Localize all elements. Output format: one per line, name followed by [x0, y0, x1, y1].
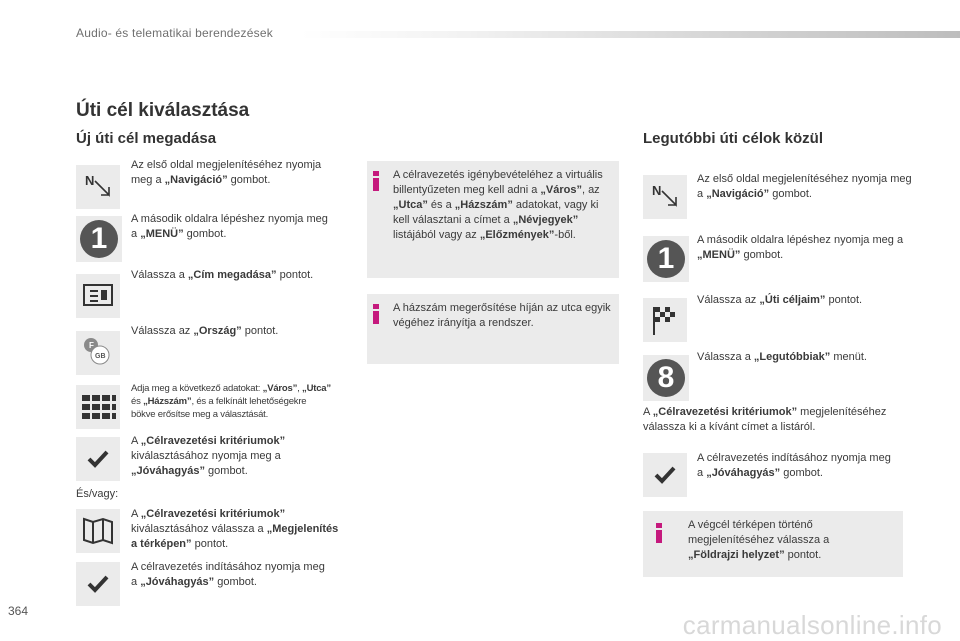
header-bar [300, 31, 960, 38]
or-label: És/vagy: [76, 488, 119, 500]
country-bottom-label: GB [95, 353, 106, 360]
left-step4-text: Válassza az „Ország” pontot. [131, 325, 279, 337]
info-text-address: A célravezetés igénybevételéhez a virtuális billentyűzeten meg kell adni a „Város”, az „Utca” és a „Házszám” adatokat, vagy ki kell választani a címet a „Névjegyek” listájából vagy az „Előzmények”-ből. [393, 169, 603, 241]
checkmark-icon [76, 562, 120, 606]
left-step5-text: Adja meg a következő adatokat: „Város”, „Utca” és „Házszám”, és a felkínált lehetőségekre bökve erősítse meg a választását. [131, 383, 331, 420]
left-step7-text: A „Célravezetési kritériumok” kiválasztásához válassza a „Megjelenítés a térképen” pontot. [131, 508, 339, 550]
checkered-flag-icon [643, 298, 687, 342]
page-number: 364 [8, 604, 29, 618]
country-top-label: F [89, 341, 94, 350]
left-step3-text: Válassza a „Cím megadása” pontot. [131, 269, 314, 281]
nav-letter: N [85, 173, 95, 188]
address-entry-icon [76, 274, 120, 318]
navigation-icon [76, 165, 120, 209]
right-step3-text: Válassza az „Úti céljaim” pontot. [697, 294, 863, 306]
country-icon [76, 331, 120, 375]
step-number-1-left: 1 [76, 216, 122, 262]
right-step4-text: Válassza a „Legutóbbiak” menüt. [697, 351, 867, 363]
checkmark-icon [76, 437, 120, 481]
right-step1-text: Az első oldal megjelenítéséhez nyomja meg a „Navigáció” gombot. [697, 173, 912, 200]
header-section: Audio- és telematikai berendezések [76, 26, 273, 40]
info-icon [373, 171, 379, 189]
step-number-8: 8 [643, 355, 689, 401]
info-box-housenumber [367, 294, 619, 364]
nav-letter: N [652, 183, 662, 198]
map-icon [76, 509, 120, 553]
info-box-map [643, 511, 903, 577]
right-step6-text: A célravezetés indításához nyomja meg a „Jóváhagyás” gombot. [697, 452, 891, 479]
left-step6-text: A „Célravezetési kritériumok” kiválasztásához nyomja meg a „Jóváhagyás” gombot. [131, 435, 286, 477]
left-step1-text: Az első oldal megjelenítéséhez nyomja meg a „Navigáció” gombot. [131, 159, 322, 186]
keyboard-icon [76, 385, 120, 429]
right-heading: Legutóbbi úti célok közül [643, 130, 823, 147]
left-step2-text: A második oldalra lépéshez nyomja meg a „MENÜ” gombot. [131, 213, 328, 240]
page-title: Úti cél kiválasztása [76, 100, 250, 121]
right-step5-text: A „Célravezetési kritériumok” megjelenítéséhez válassza ki a kívánt címet a listáról. [643, 406, 887, 433]
info-icon [656, 523, 662, 541]
left-step8-text: A célravezetés indításához nyomja meg a „Jóváhagyás” gombot. [131, 561, 325, 588]
watermark: carmanualsonline.info [682, 610, 942, 640]
step-number-1-right: 1 [643, 236, 689, 282]
info-box-address [367, 161, 619, 278]
info-text-housenumber: A házszám megerősítése híján az utca egyik végéhez irányítja a rendszer. [393, 302, 611, 329]
left-heading: Új úti cél megadása [76, 130, 217, 147]
info-text-map: A végcél térképen történő megjelenítéséhez válassza a „Földrajzi helyzet” pontot. [688, 519, 830, 561]
navigation-icon [643, 175, 687, 219]
info-icon [373, 304, 379, 322]
checkmark-icon [643, 453, 687, 497]
right-step2-text: A második oldalra lépéshez nyomja meg a „MENÜ” gombot. [697, 234, 904, 261]
